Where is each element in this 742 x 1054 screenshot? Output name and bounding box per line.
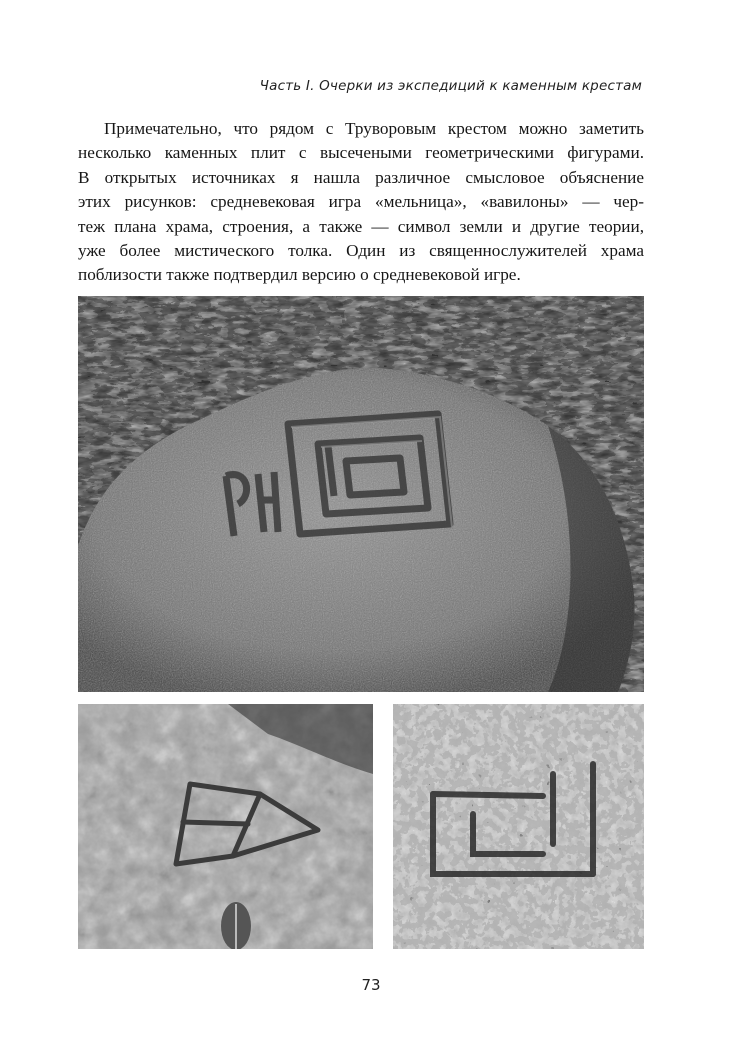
- photo-triangle-carving: [78, 704, 373, 949]
- body-line: Примечательно, что рядом с Труворовым крестом можно заметить: [104, 119, 644, 138]
- body-line: этих рисунков: средневековая игра «мельница», «вавилоны» — чер-: [78, 192, 644, 212]
- photo-carved-boulder: [78, 296, 644, 692]
- body-line: В открытых источниках я нашла различное смысловое объяснение: [78, 167, 644, 187]
- body-line: поблизости также подтвердил версию о средневековой игре.: [78, 265, 521, 285]
- body-paragraph: [78, 117, 644, 288]
- body-line: теж плана храма, строения, а также — символ земли и другие теории,: [78, 216, 644, 236]
- photo-square-carving: [393, 704, 644, 949]
- page-number: 73: [361, 976, 381, 994]
- body-line: уже более мистического толка. Один из священнослужителей храма: [78, 241, 644, 261]
- body-line: несколько каменных плит с высечеными геометрическими фигурами.: [78, 143, 644, 163]
- running-header: Часть I. Очерки из экспедиций к каменным крестам: [259, 78, 642, 94]
